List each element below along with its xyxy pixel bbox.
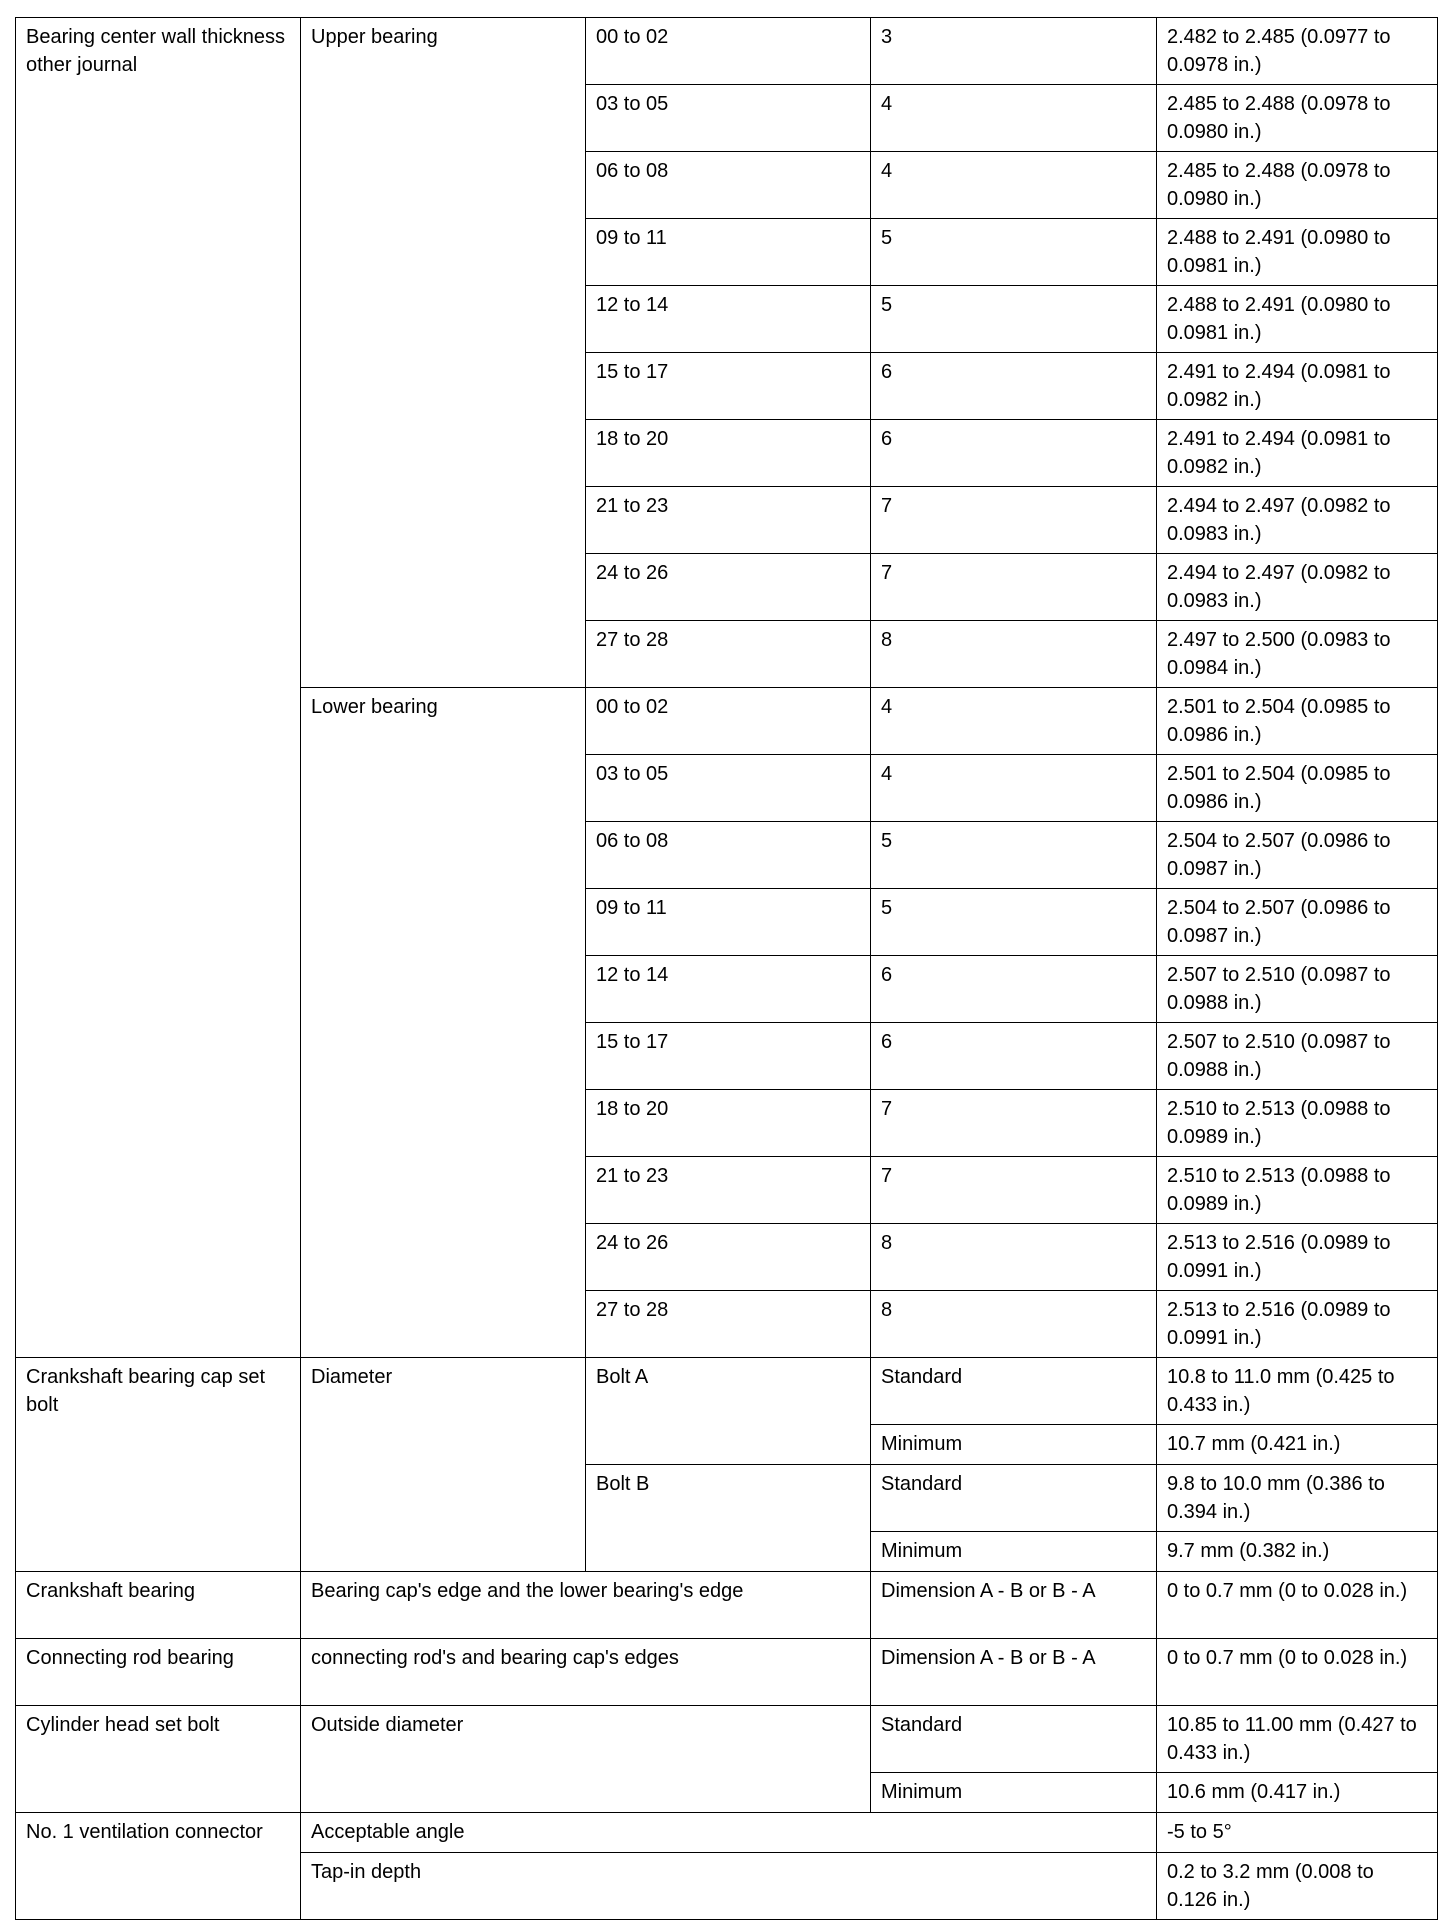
table-row bbox=[16, 1572, 1438, 1639]
grade-mark-cell: 4 bbox=[871, 688, 1157, 755]
grade-range-cell: 24 to 26 bbox=[586, 1224, 871, 1291]
thickness-cell: 2.510 to 2.513 (0.0988 to 0.0989 in.) bbox=[1157, 1090, 1438, 1157]
rod-bearing-dimension: Dimension A - B or B - A bbox=[871, 1639, 1157, 1706]
grade-range-cell: 00 to 02 bbox=[586, 18, 871, 85]
rod-bearing-desc: connecting rod's and bearing cap's edges bbox=[301, 1639, 871, 1706]
grade-mark-cell: 8 bbox=[871, 1224, 1157, 1291]
grade-range-cell: 15 to 17 bbox=[586, 1023, 871, 1090]
crank-bearing-desc: Bearing cap's edge and the lower bearing's edge bbox=[301, 1572, 871, 1639]
thickness-cell: 2.501 to 2.504 (0.0985 to 0.0986 in.) bbox=[1157, 755, 1438, 822]
grade-mark-cell: 7 bbox=[871, 1157, 1157, 1224]
thickness-cell: 2.501 to 2.504 (0.0985 to 0.0986 in.) bbox=[1157, 688, 1438, 755]
table-row bbox=[16, 18, 1438, 85]
standard-value: 10.8 to 11.0 mm (0.425 to 0.433 in.) bbox=[1157, 1358, 1438, 1425]
grade-mark-cell: 5 bbox=[871, 822, 1157, 889]
thickness-cell: 2.482 to 2.485 (0.0977 to 0.0978 in.) bbox=[1157, 18, 1438, 85]
bolt-a-label: Bolt A bbox=[586, 1358, 871, 1465]
minimum-value: 10.6 mm (0.417 in.) bbox=[1157, 1773, 1438, 1813]
table-row bbox=[16, 1639, 1438, 1706]
grade-mark-cell: 8 bbox=[871, 1291, 1157, 1358]
rod-bearing-label: Connecting rod bearing bbox=[16, 1639, 301, 1706]
grade-mark-cell: 4 bbox=[871, 85, 1157, 152]
lower-bearing-label: Lower bearing bbox=[301, 688, 586, 1358]
cap-bolt-label: Crankshaft bearing cap set bolt bbox=[16, 1358, 301, 1572]
spec-table bbox=[15, 17, 1438, 1920]
thickness-cell: 2.504 to 2.507 (0.0986 to 0.0987 in.) bbox=[1157, 889, 1438, 956]
grade-range-cell: 03 to 05 bbox=[586, 755, 871, 822]
grade-mark-cell: 4 bbox=[871, 755, 1157, 822]
grade-range-cell: 09 to 11 bbox=[586, 219, 871, 286]
grade-mark-cell: 7 bbox=[871, 487, 1157, 554]
crank-bearing-dimension: Dimension A - B or B - A bbox=[871, 1572, 1157, 1639]
vent-angle-value: -5 to 5° bbox=[1157, 1813, 1438, 1853]
grade-range-cell: 27 to 28 bbox=[586, 1291, 871, 1358]
grade-range-cell: 06 to 08 bbox=[586, 822, 871, 889]
standard-label: Standard bbox=[871, 1706, 1157, 1773]
bearing-wall-label: Bearing center wall thickness other journal bbox=[16, 18, 301, 1358]
vent-label: No. 1 ventilation connector bbox=[16, 1813, 301, 1920]
thickness-cell: 2.504 to 2.507 (0.0986 to 0.0987 in.) bbox=[1157, 822, 1438, 889]
grade-mark-cell: 7 bbox=[871, 554, 1157, 621]
table-row bbox=[16, 1706, 1438, 1773]
thickness-cell: 2.497 to 2.500 (0.0983 to 0.0984 in.) bbox=[1157, 621, 1438, 688]
thickness-cell: 2.513 to 2.516 (0.0989 to 0.0991 in.) bbox=[1157, 1291, 1438, 1358]
grade-range-cell: 09 to 11 bbox=[586, 889, 871, 956]
grade-range-cell: 24 to 26 bbox=[586, 554, 871, 621]
table-row bbox=[16, 1813, 1438, 1853]
grade-mark-cell: 8 bbox=[871, 621, 1157, 688]
cap-bolt-param: Diameter bbox=[301, 1358, 586, 1572]
thickness-cell: 2.513 to 2.516 (0.0989 to 0.0991 in.) bbox=[1157, 1224, 1438, 1291]
standard-value: 9.8 to 10.0 mm (0.386 to 0.394 in.) bbox=[1157, 1465, 1438, 1532]
standard-label: Standard bbox=[871, 1465, 1157, 1532]
thickness-cell: 2.491 to 2.494 (0.0981 to 0.0982 in.) bbox=[1157, 420, 1438, 487]
grade-range-cell: 03 to 05 bbox=[586, 85, 871, 152]
vent-depth-value: 0.2 to 3.2 mm (0.008 to 0.126 in.) bbox=[1157, 1853, 1438, 1920]
thickness-cell: 2.494 to 2.497 (0.0982 to 0.0983 in.) bbox=[1157, 487, 1438, 554]
spec-table-body bbox=[16, 18, 1438, 1920]
grade-range-cell: 27 to 28 bbox=[586, 621, 871, 688]
grade-mark-cell: 6 bbox=[871, 956, 1157, 1023]
thickness-cell: 2.485 to 2.488 (0.0978 to 0.0980 in.) bbox=[1157, 152, 1438, 219]
grade-mark-cell: 6 bbox=[871, 420, 1157, 487]
thickness-cell: 2.485 to 2.488 (0.0978 to 0.0980 in.) bbox=[1157, 85, 1438, 152]
head-bolt-param: Outside diameter bbox=[301, 1706, 871, 1813]
thickness-cell: 2.510 to 2.513 (0.0988 to 0.0989 in.) bbox=[1157, 1157, 1438, 1224]
grade-range-cell: 12 to 14 bbox=[586, 286, 871, 353]
grade-range-cell: 21 to 23 bbox=[586, 487, 871, 554]
grade-mark-cell: 3 bbox=[871, 18, 1157, 85]
grade-range-cell: 18 to 20 bbox=[586, 420, 871, 487]
rod-bearing-value: 0 to 0.7 mm (0 to 0.028 in.) bbox=[1157, 1639, 1438, 1706]
thickness-cell: 2.491 to 2.494 (0.0981 to 0.0982 in.) bbox=[1157, 353, 1438, 420]
thickness-cell: 2.488 to 2.491 (0.0980 to 0.0981 in.) bbox=[1157, 286, 1438, 353]
minimum-label: Minimum bbox=[871, 1532, 1157, 1572]
thickness-cell: 2.507 to 2.510 (0.0987 to 0.0988 in.) bbox=[1157, 956, 1438, 1023]
grade-range-cell: 21 to 23 bbox=[586, 1157, 871, 1224]
minimum-label: Minimum bbox=[871, 1773, 1157, 1813]
upper-bearing-label: Upper bearing bbox=[301, 18, 586, 688]
grade-range-cell: 06 to 08 bbox=[586, 152, 871, 219]
grade-range-cell: 12 to 14 bbox=[586, 956, 871, 1023]
grade-mark-cell: 6 bbox=[871, 353, 1157, 420]
thickness-cell: 2.488 to 2.491 (0.0980 to 0.0981 in.) bbox=[1157, 219, 1438, 286]
standard-label: Standard bbox=[871, 1358, 1157, 1425]
grade-mark-cell: 7 bbox=[871, 1090, 1157, 1157]
bolt-b-label: Bolt B bbox=[586, 1465, 871, 1572]
thickness-cell: 2.507 to 2.510 (0.0987 to 0.0988 in.) bbox=[1157, 1023, 1438, 1090]
vent-angle-label: Acceptable angle bbox=[301, 1813, 1157, 1853]
grade-range-cell: 15 to 17 bbox=[586, 353, 871, 420]
grade-range-cell: 00 to 02 bbox=[586, 688, 871, 755]
thickness-cell: 2.494 to 2.497 (0.0982 to 0.0983 in.) bbox=[1157, 554, 1438, 621]
grade-mark-cell: 5 bbox=[871, 286, 1157, 353]
standard-value: 10.85 to 11.00 mm (0.427 to 0.433 in.) bbox=[1157, 1706, 1438, 1773]
crank-bearing-value: 0 to 0.7 mm (0 to 0.028 in.) bbox=[1157, 1572, 1438, 1639]
minimum-label: Minimum bbox=[871, 1425, 1157, 1465]
crank-bearing-label: Crankshaft bearing bbox=[16, 1572, 301, 1639]
grade-mark-cell: 5 bbox=[871, 889, 1157, 956]
grade-range-cell: 18 to 20 bbox=[586, 1090, 871, 1157]
grade-mark-cell: 4 bbox=[871, 152, 1157, 219]
vent-depth-label: Tap-in depth bbox=[301, 1853, 1157, 1920]
minimum-value: 10.7 mm (0.421 in.) bbox=[1157, 1425, 1438, 1465]
grade-mark-cell: 5 bbox=[871, 219, 1157, 286]
grade-mark-cell: 6 bbox=[871, 1023, 1157, 1090]
head-bolt-label: Cylinder head set bolt bbox=[16, 1706, 301, 1813]
minimum-value: 9.7 mm (0.382 in.) bbox=[1157, 1532, 1438, 1572]
table-row bbox=[16, 1358, 1438, 1425]
